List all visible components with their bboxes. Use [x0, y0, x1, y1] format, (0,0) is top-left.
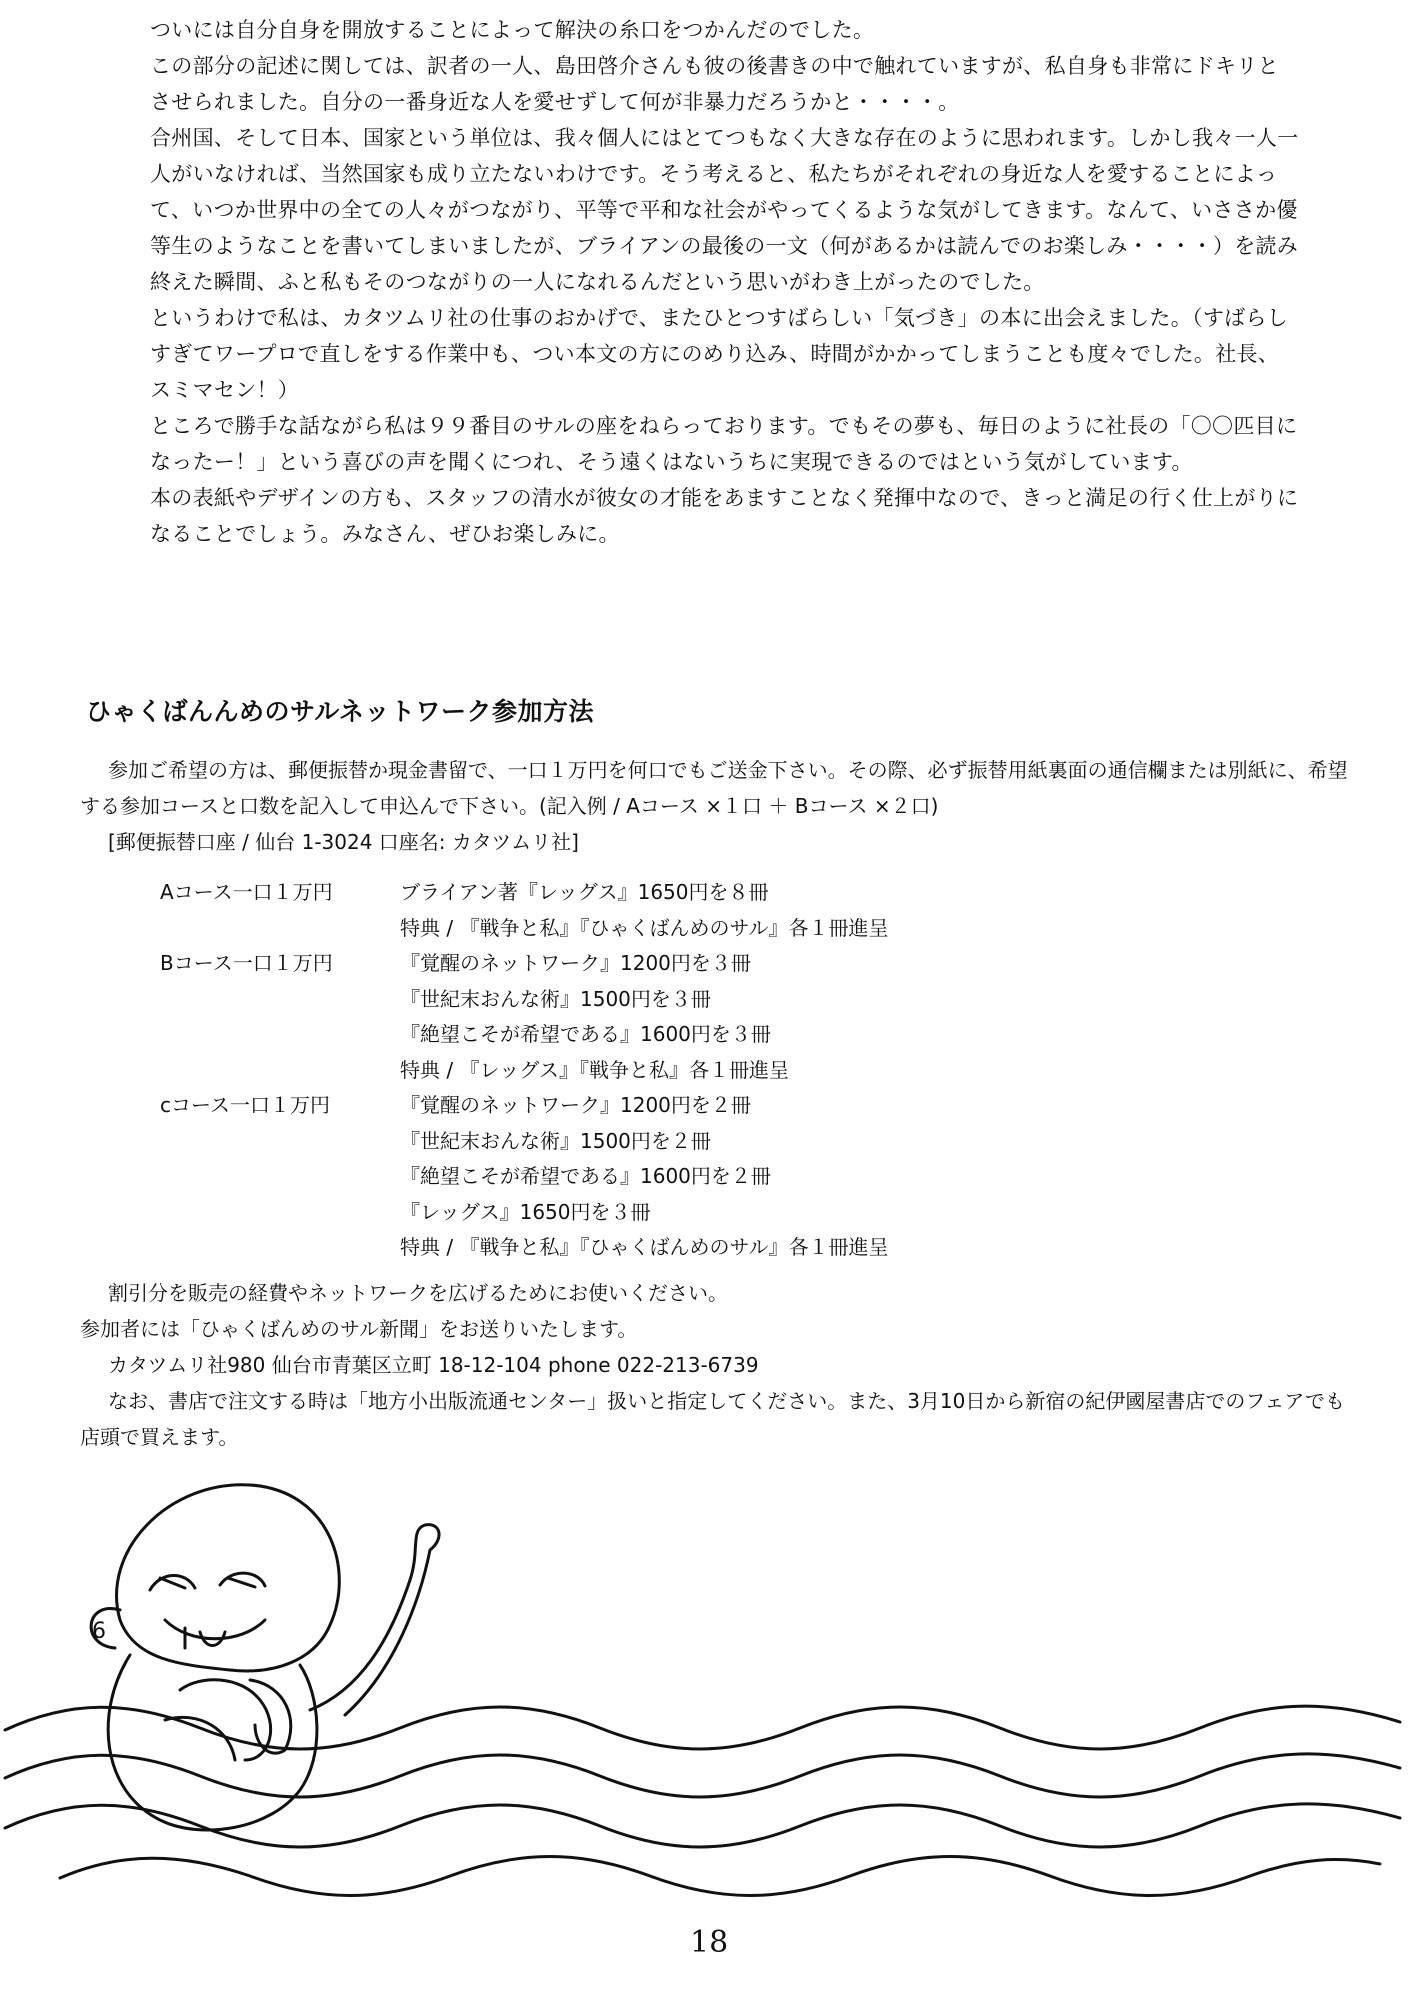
svg-text:6: 6 [92, 1619, 106, 1644]
course-label: Bコース一口１万円 [160, 951, 333, 975]
course-item: 『絶望こそが希望である』1600円を３冊 [400, 1022, 771, 1046]
course-item: 『世紀末おんな術』1500円を３冊 [400, 986, 711, 1011]
essay-paragraph: 本の表紙やデザインの方も、スタッフの清水が彼女の才能をあますことなく発揮中なので、きっと満足の行く仕上がりになることでしょう。みなさん、ぜひお楽しみに。 [150, 486, 1299, 546]
postal-account: [郵便振替口座 / 仙台 1-3024 口座名: カタツムリ社] [108, 830, 579, 854]
page-number: 18 [690, 1925, 729, 1960]
course-a [160, 875, 1060, 946]
course-item: 『絶望こそが希望である』1600円を２冊 [400, 1164, 771, 1188]
monkey-body [108, 1655, 317, 1830]
course-bonus: 特典 / 『レッグス』『戦争と私』各１冊進呈 [400, 1057, 790, 1082]
wave-line [5, 1754, 1400, 1797]
wave-line [5, 1804, 1400, 1847]
course-item: 『レッグス』1650円を３冊 [400, 1199, 651, 1224]
course-item: ブライアン著『レッグス』1650円を８冊 [400, 880, 769, 904]
participation-method [80, 752, 1360, 824]
publisher-address: カタツムリ社980 仙台市青葉区立町 18-12-104 phone 022-213-6739 [108, 1353, 759, 1377]
course-c [160, 1088, 1060, 1266]
section-title: ひゃくばんんめのサルネットワーク参加方法 [86, 697, 595, 726]
course-bonus: 特典 / 『戦争と私』『ひゃくばんめのサル』各１冊進呈 [400, 915, 889, 940]
essay-body [150, 12, 1300, 552]
course-label: cコース一口１万円 [160, 1093, 330, 1117]
method-paragraph: 参加ご希望の方は、郵便振替か現金書留で、一口１万円を何口でもご送金下さい。その際、必ず振替用紙裏面の通信欄または別紙に、希望する参加コースと口数を記入して申込んで下さい。(記入例 / Aコース ×１口 ＋ Bコース ×２口) [80, 758, 1348, 818]
newsletter-note: 参加者には「ひゃくばんめのサル新聞」をお送りいたします。 [80, 1317, 638, 1341]
essay-paragraph: ところで勝手な話ながら私は９９番目のサルの座をねらっております。でもその夢も、毎日のように社長の「〇〇匹目になったー！」という喜びの声を聞くにつれ、そう遠くはないうちに実現できるのではという気がしています。 [150, 414, 1298, 474]
bookstore-note: なお、書店で注文する時は「地方小出版流通センター」扱いと指定してください。また、3月10日から新宿の紀伊國屋書店でのフェアでも店頭で買えます。 [80, 1389, 1345, 1449]
course-b [160, 946, 1060, 1088]
essay-paragraph: 合州国、そして日本、国家という単位は、我々個人にはとてつもなく大きな存在のように思われます。しかし我々一人一人がいなければ、当然国家も成り立たないわけです。そう考えると、私たちがそれぞれの身近な人を愛することによって、いつか世界中の全ての人々がつながり、平等で平和な社会がやってくるような気がしてきます。なんて、いささか優等生のようなことを書いてしまいましたが、ブライアンの最後の一文（何があるかは読んでのお楽しみ・・・・）を読み終えた瞬間、ふと私もそのつながりの一人になれるんだという思いがわき上がったのでした。 [150, 126, 1299, 294]
course-label: Aコース一口１万円 [160, 880, 333, 904]
wave-line [60, 1857, 1380, 1896]
notes [80, 1275, 1360, 1455]
course-item: 『覚醒のネットワーク』1200円を３冊 [400, 951, 751, 975]
essay-paragraph: この部分の記述に関しては、訳者の一人、島田啓介さんも彼の後書きの中で触れていますが、私自身も非常にドキリとさせられました。自分の一番身近な人を愛せずして何が非暴力だろうかと・・・・。 [150, 54, 1279, 114]
monkey-on-waves-illustration [0, 1460, 1425, 1920]
essay-paragraph: というわけで私は、カタツムリ社の仕事のおかげで、またひとつすばらしい「気づき」の本に出会えました。（すばらしすぎてワープロで直しをする作業中も、つい本文の方にのめり込み、時間がかかってしまうことも度々でした。社長、スミマセン！） [150, 306, 1289, 402]
monkey-tail [310, 1525, 439, 1715]
course-bonus: 特典 / 『戦争と私』『ひゃくばんめのサル』各１冊進呈 [400, 1235, 889, 1259]
course-list [160, 875, 1060, 1266]
course-item: 『世紀末おんな術』1500円を２冊 [400, 1128, 711, 1153]
essay-paragraph: ついには自分自身を開放することによって解決の糸口をつかんだのでした。 [150, 18, 875, 42]
discount-note: 割引分を販売の経費やネットワークを広げるためにお使いください。 [108, 1281, 728, 1305]
course-item: 『覚醒のネットワーク』1200円を２冊 [400, 1093, 751, 1117]
